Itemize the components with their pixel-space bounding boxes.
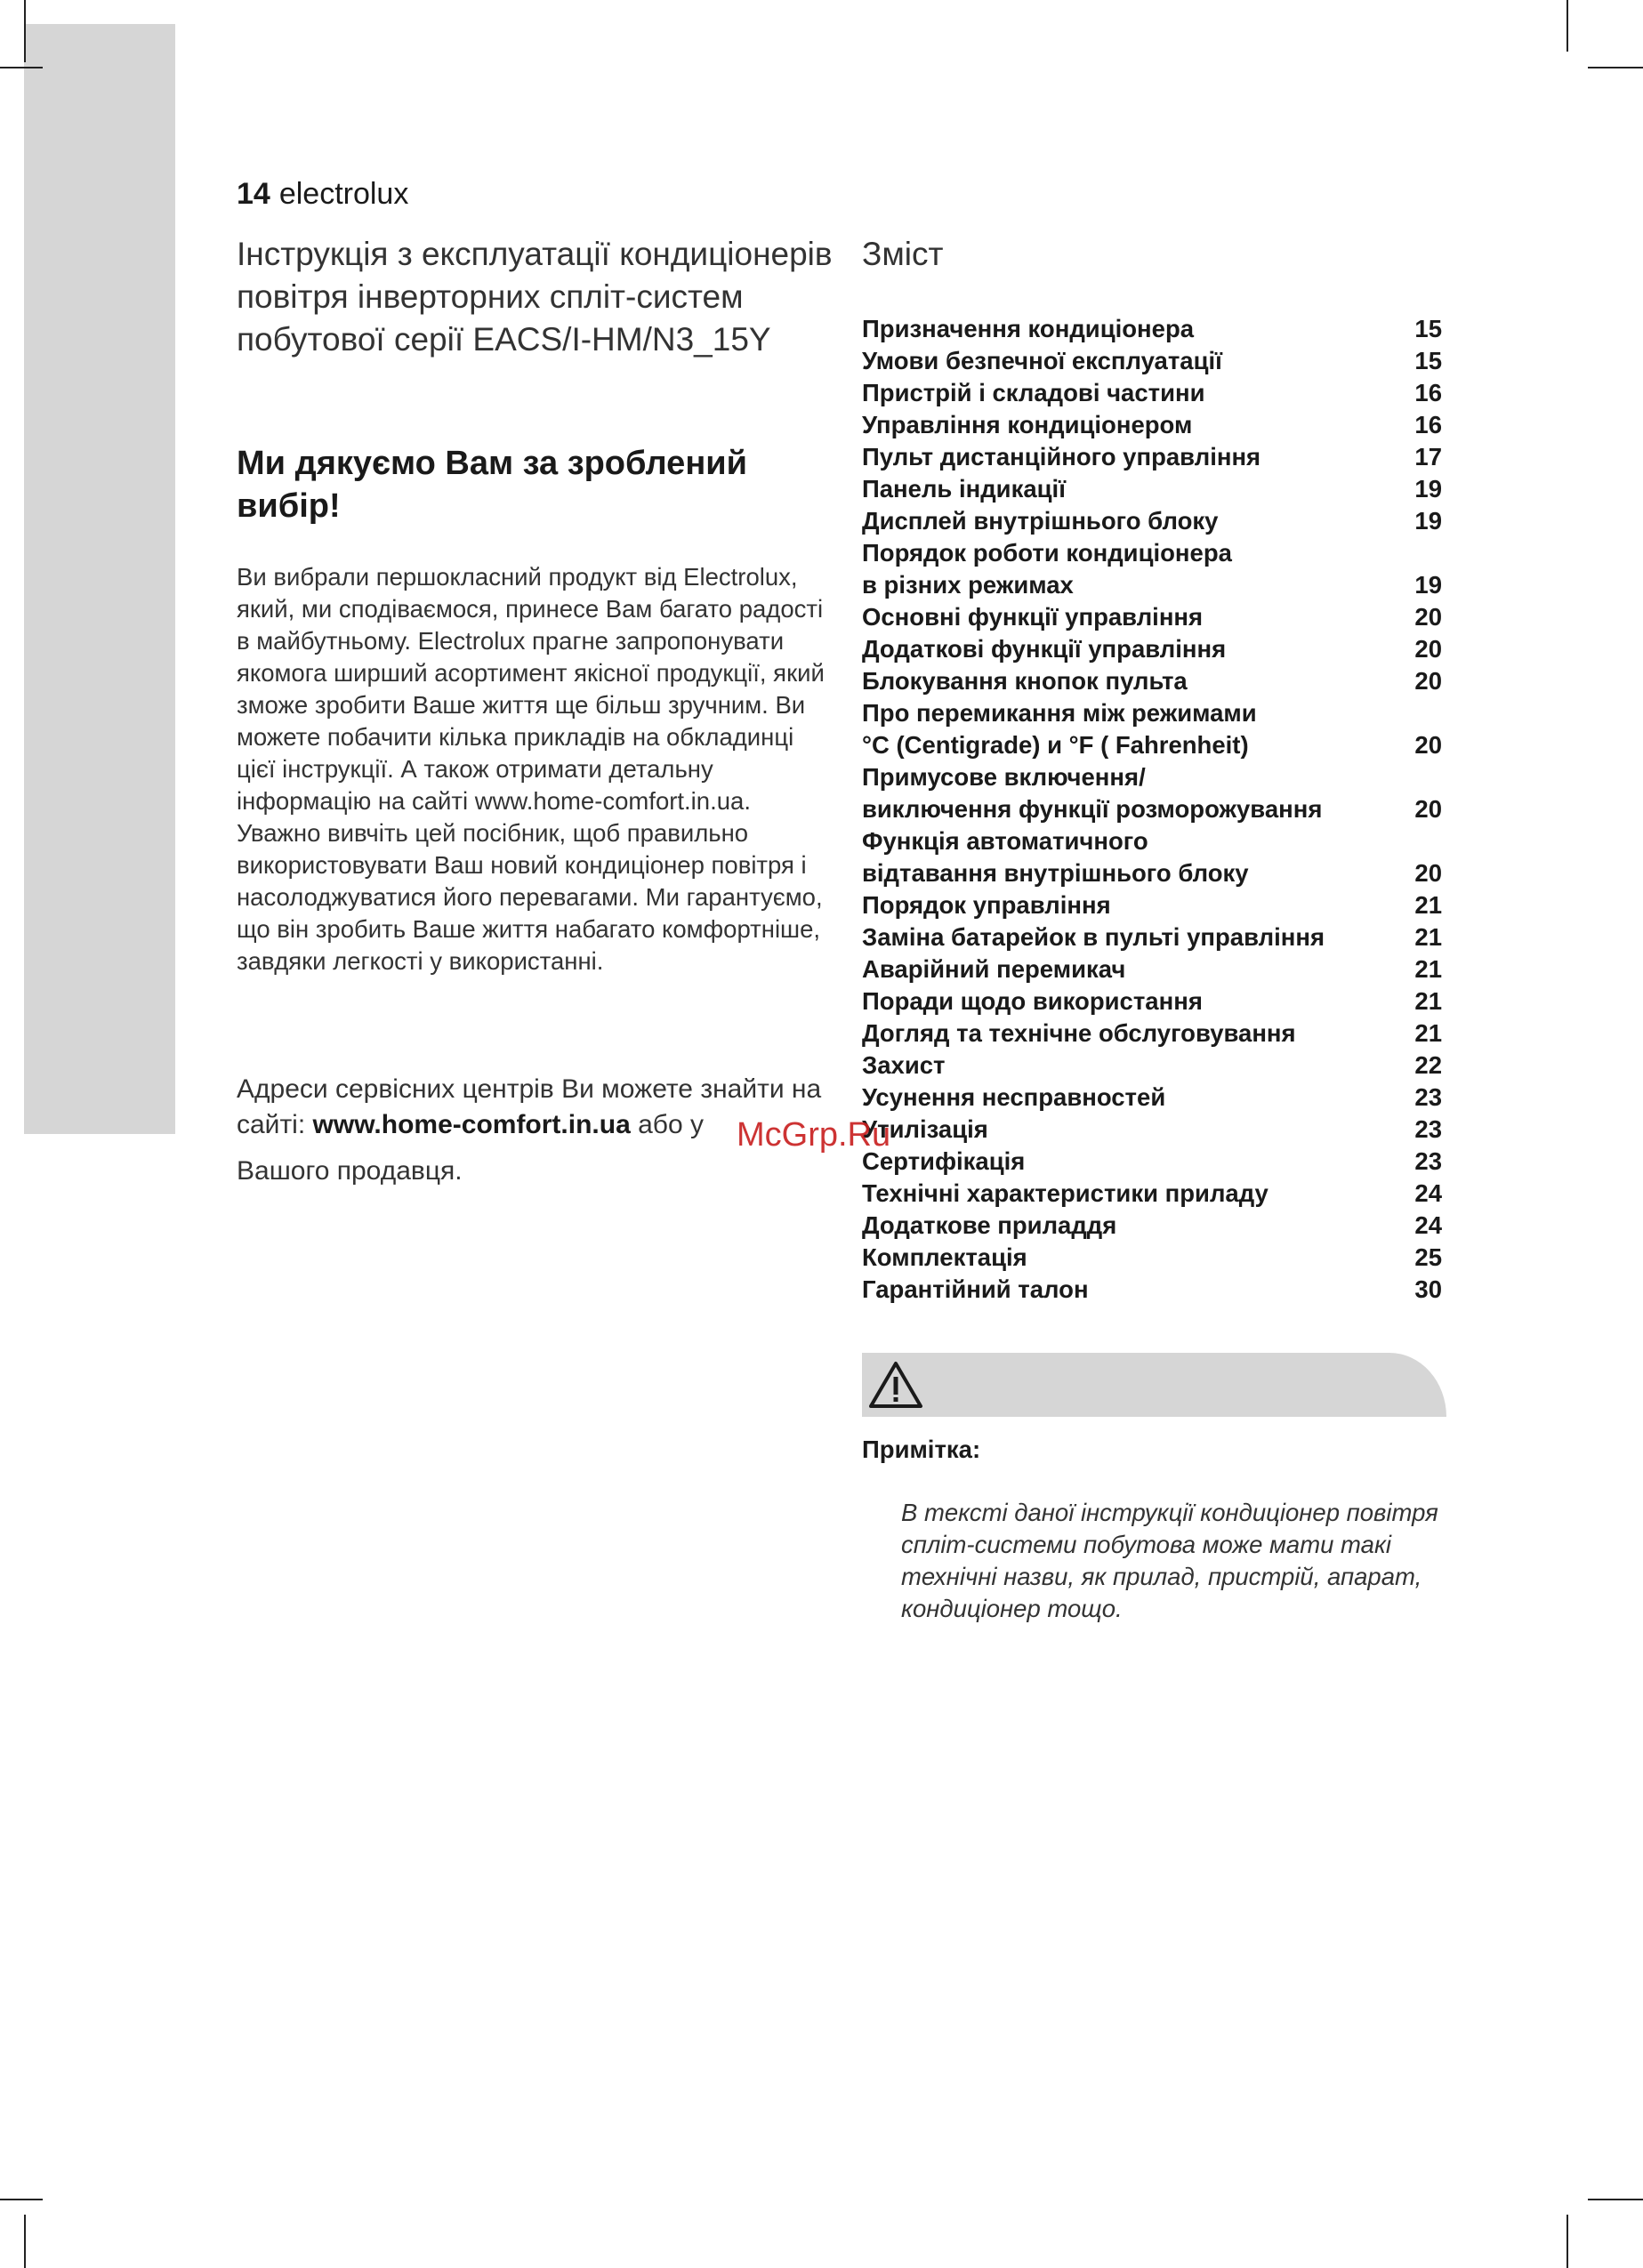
toc-item-page: 20 [1414, 667, 1442, 695]
toc-item[interactable] [862, 889, 1442, 921]
toc-item-page: 22 [1414, 1051, 1442, 1079]
toc-item-title: Захист [862, 1051, 946, 1079]
toc-item-title: Утилізація [862, 1115, 988, 1143]
toc-item[interactable] [862, 1274, 1442, 1306]
toc-item-title: Технічні характеристики приладу [862, 1179, 1268, 1207]
toc-item-page: 21 [1414, 987, 1442, 1015]
toc-item-page: 17 [1414, 443, 1442, 470]
table-of-contents [862, 313, 1442, 1306]
toc-item-title: Примусове включення/ [862, 763, 1146, 791]
toc-item-page: 21 [1414, 1019, 1442, 1047]
toc-item-title: Додаткові функції управління [862, 635, 1227, 663]
toc-item[interactable] [862, 345, 1442, 377]
crop-mark [1566, 2215, 1568, 2268]
toc-item[interactable] [862, 761, 1442, 793]
toc-item[interactable] [862, 377, 1442, 409]
toc-item[interactable] [862, 1082, 1442, 1114]
toc-item-title: Комплектація [862, 1243, 1027, 1271]
toc-item[interactable] [862, 1146, 1442, 1178]
crop-mark [1588, 67, 1643, 68]
toc-item-title: Управління кондиціонером [862, 411, 1193, 438]
toc-item-page: 23 [1414, 1115, 1442, 1143]
toc-item-title: Сертифікація [862, 1147, 1026, 1175]
toc-item[interactable] [862, 441, 1442, 473]
toc-item-page: 15 [1414, 347, 1442, 374]
toc-item[interactable] [862, 313, 1442, 345]
toc-item-title: Панель індикації [862, 475, 1066, 503]
toc-item-title: Порядок управління [862, 891, 1111, 919]
toc-item-title: Пульт дистанційного управління [862, 443, 1261, 470]
toc-item[interactable] [862, 729, 1442, 761]
crop-mark [0, 2199, 43, 2200]
toc-item-page: 21 [1414, 955, 1442, 983]
toc-item[interactable] [862, 1242, 1442, 1274]
toc-item[interactable] [862, 921, 1442, 953]
toc-item[interactable] [862, 633, 1442, 665]
toc-item-title: відтавання внутрішнього блоку [862, 859, 1249, 887]
toc-item-title: Блокування кнопок пульта [862, 667, 1188, 695]
toc-item[interactable] [862, 537, 1442, 569]
page-header [237, 176, 408, 212]
toc-item[interactable] [862, 985, 1442, 1017]
thanks-heading: Ми дякуємо Вам за зроблений вибір! [237, 445, 747, 525]
toc-item[interactable] [862, 953, 1442, 985]
crop-mark [24, 0, 26, 62]
service-prefix: Адреси сервісних центрів Ви можете знайти на сайті: [237, 1074, 822, 1139]
toc-item[interactable] [862, 1210, 1442, 1242]
toc-item[interactable] [862, 1017, 1442, 1050]
toc-item-page: 20 [1414, 731, 1442, 759]
toc-item-page: 20 [1414, 603, 1442, 631]
toc-item-page: 19 [1414, 507, 1442, 535]
toc-item-title: Аварійний перемикач [862, 955, 1126, 983]
toc-item-page: 24 [1414, 1211, 1442, 1239]
toc-item-title: в різних режимах [862, 571, 1074, 599]
toc-item-title: Поради щодо використання [862, 987, 1203, 1015]
toc-item[interactable] [862, 569, 1442, 601]
toc-item[interactable] [862, 473, 1442, 505]
toc-item[interactable] [862, 1050, 1442, 1082]
toc-item-page: 30 [1414, 1275, 1442, 1303]
toc-item-title: Гарантійний талон [862, 1275, 1089, 1303]
intro-paragraph: Ви вибрали першокласний продукт від Electrolux, який, ми сподіваємося, принесе Вам багато радості в майбутньому. Electrolux прагне запропонувати якомога ширший асортимент якісної продукції, який зможе зробити Ваше життя ще більш зручним. Ви можете побачити кілька прикладів на обкладинці цієї інструкції. А також отримати детальну інформацію на сайті www.home-comfort.in.ua. Уважно вивчіть цей посібник, щоб правильно використовувати Ваш новий кондиціонер повітря і насолоджуватися його перевагами. Ми гарантуємо, що він зробить Ваше життя набагато комфортніше, завдяки легкості у використанні. [237, 563, 825, 975]
toc-item-page: 25 [1414, 1243, 1442, 1271]
toc-item-title: Про перемикання між режимами [862, 699, 1257, 727]
service-dealer: Вашого продавця. [237, 1156, 463, 1186]
brand-name: electrolux [278, 177, 409, 211]
toc-item[interactable] [862, 697, 1442, 729]
toc-item-page: 20 [1414, 859, 1442, 887]
toc-item[interactable] [862, 601, 1442, 633]
toc-item-page: 19 [1414, 571, 1442, 599]
note-band [862, 1353, 1446, 1417]
crop-mark [24, 2215, 26, 2268]
toc-item[interactable] [862, 505, 1442, 537]
toc-item[interactable] [862, 665, 1442, 697]
toc-item-page: 23 [1414, 1083, 1442, 1111]
watermark: McGrp.Ru [737, 1116, 891, 1154]
crop-mark [0, 67, 43, 68]
note-label: Примітка: [862, 1436, 981, 1463]
toc-item-title: Порядок роботи кондиціонера [862, 539, 1232, 567]
toc-item-page: 21 [1414, 891, 1442, 919]
toc-item-page: 21 [1414, 923, 1442, 951]
warning-icon [866, 1359, 925, 1411]
toc-item-page: 20 [1414, 795, 1442, 823]
toc-item-title: Основні функції управління [862, 603, 1204, 631]
toc-item-title: Призначення кондиціонера [862, 315, 1195, 342]
crop-mark [1566, 0, 1568, 52]
toc-item[interactable] [862, 793, 1442, 825]
toc-item-title: Усунення несправностей [862, 1083, 1166, 1111]
toc-item-page: 19 [1414, 475, 1442, 503]
toc-item-title: виключення функції розморожування [862, 795, 1323, 823]
toc-item[interactable] [862, 1114, 1442, 1146]
toc-item-page: 20 [1414, 635, 1442, 663]
toc-item[interactable] [862, 825, 1442, 857]
toc-item[interactable] [862, 409, 1442, 441]
crop-mark [1588, 2199, 1643, 2200]
toc-item-page: 16 [1414, 411, 1442, 438]
page-number: 14 [237, 177, 270, 211]
toc-item-page: 15 [1414, 315, 1442, 342]
toc-item-title: Догляд та технічне обслуговування [862, 1019, 1296, 1047]
toc-item-page: 23 [1414, 1147, 1442, 1175]
service-url-link[interactable]: www.home-comfort.in.ua [312, 1110, 631, 1139]
toc-item-title: Умови безпечної експлуатації [862, 347, 1222, 374]
toc-item[interactable] [862, 857, 1442, 889]
toc-heading: Зміст [862, 236, 944, 272]
toc-item[interactable] [862, 1178, 1442, 1210]
side-color-bar [24, 24, 175, 1134]
toc-item-page: 16 [1414, 379, 1442, 406]
service-suffix: або у [630, 1110, 704, 1139]
note-text: В тексті даної інструкції кондиціонер повітря спліт-системи побутова може мати такі технічні назви, як прилад, пристрій, апарат, кондиціонер тощо. [901, 1499, 1438, 1622]
toc-item-page: 24 [1414, 1179, 1442, 1207]
document-title: Інструкція з експлуатації кондиціонерів повітря інверторних спліт-систем побутової серії EACS/I-HM/N3_15Y [237, 236, 833, 358]
toc-item-title: Заміна батарейок в пульті управління [862, 923, 1325, 951]
toc-item-title: Дисплей внутрішнього блоку [862, 507, 1219, 535]
toc-item-title: Функція автоматичного [862, 827, 1148, 855]
toc-item-title: °C (Centigrade) и °F ( Fahrenheit) [862, 731, 1249, 759]
toc-item-title: Пристрій і складові частини [862, 379, 1205, 406]
toc-item-title: Додаткове приладдя [862, 1211, 1117, 1239]
